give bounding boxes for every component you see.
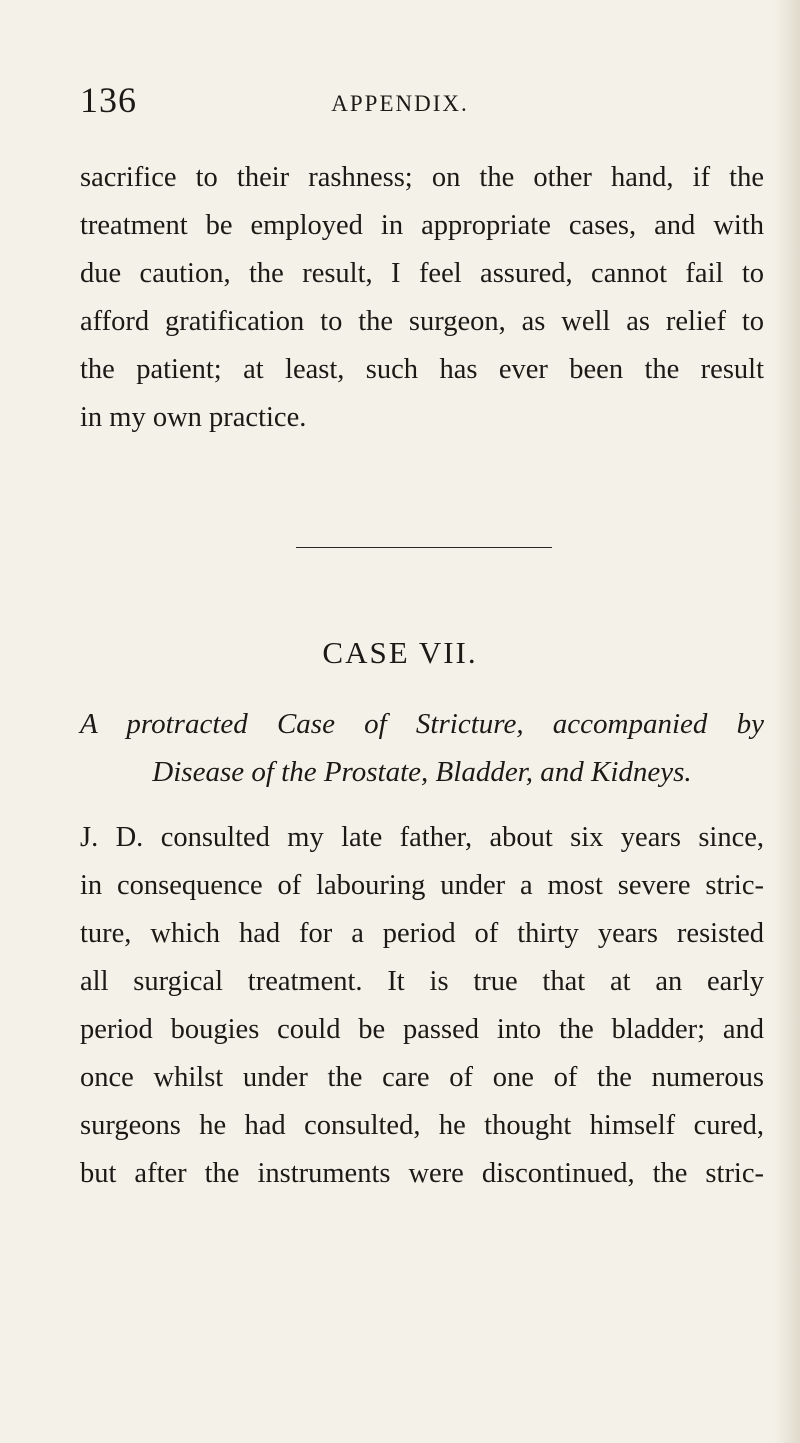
intro-paragraph bbox=[80, 154, 764, 442]
case-body-paragraph bbox=[80, 814, 764, 1198]
section-divider bbox=[296, 547, 552, 548]
text-line: in my own practice. bbox=[80, 402, 307, 433]
text-line: afford gratification to the surgeon, as well as relief to bbox=[80, 306, 764, 337]
text-line: period bougies could be passed into the bladder; and bbox=[80, 1014, 764, 1045]
text-line: surgeons he had consulted, he thought himself cured, bbox=[80, 1110, 764, 1141]
page-edge-shadow bbox=[774, 0, 800, 1443]
text-line: sacrifice to their rashness; on the other hand, if the bbox=[80, 162, 764, 193]
text-line: but after the instruments were discontinued, the stric- bbox=[80, 1158, 764, 1189]
text-line: all surgical treatment. It is true that at an early bbox=[80, 966, 764, 997]
case-subtitle bbox=[80, 700, 764, 796]
text-line: in consequence of labouring under a most severe stric- bbox=[80, 870, 764, 901]
text-line: once whilst under the care of one of the numerous bbox=[80, 1062, 764, 1093]
text-line: due caution, the result, I feel assured, cannot fail to bbox=[80, 258, 764, 289]
subtitle-line: A protracted Case of Stricture, accompanied by bbox=[80, 708, 764, 740]
text-line: treatment be employed in appropriate cases, and with bbox=[80, 210, 764, 241]
text-line: J. D. consulted my late father, about six years since, bbox=[80, 822, 764, 853]
page-number: 136 bbox=[80, 80, 137, 120]
text-line: ture, which had for a period of thirty years resisted bbox=[80, 918, 764, 949]
text-line: the patient; at least, such has ever been the result bbox=[80, 354, 764, 385]
running-head: APPENDIX. bbox=[331, 91, 469, 116]
subtitle-line: Disease of the Prostate, Bladder, and Kidneys. bbox=[152, 756, 692, 788]
case-heading: CASE VII. bbox=[322, 635, 478, 670]
